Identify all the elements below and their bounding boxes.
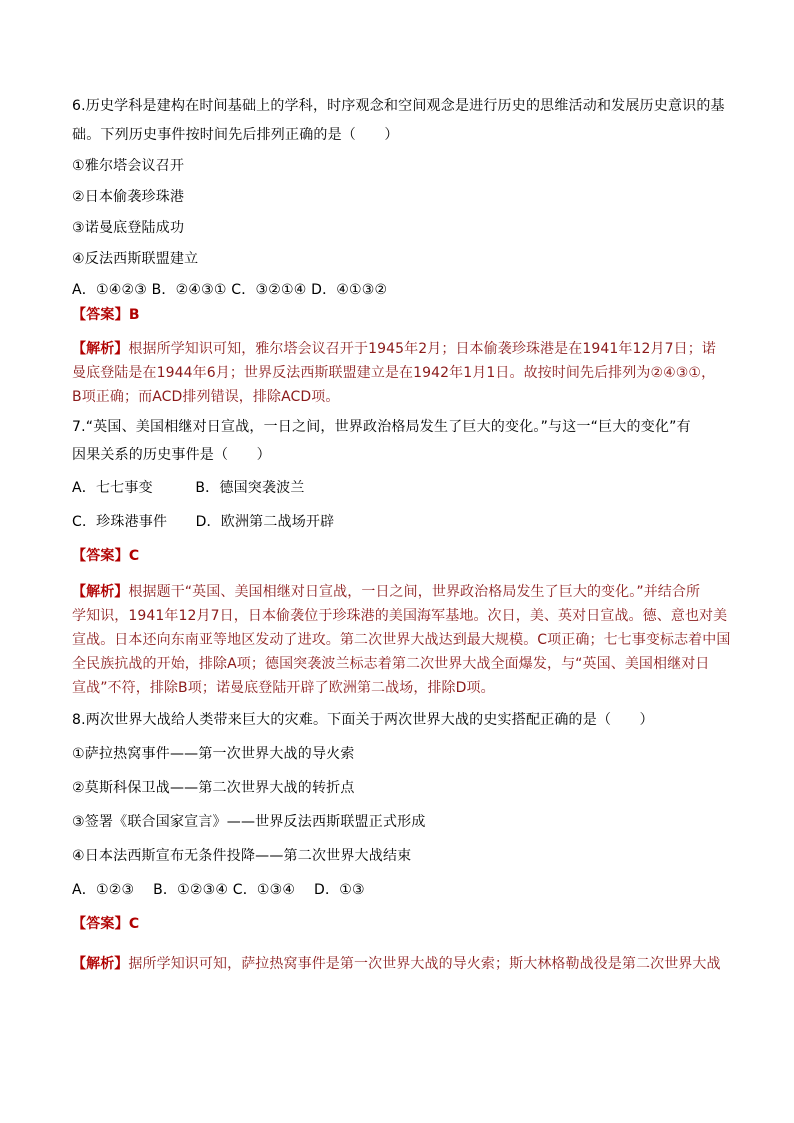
analysis-text: 根据所学知识可知，雅尔塔会议召开于1945年2月；日本偷袭珍珠港是在1941年12月7日；诺 [128, 341, 716, 357]
q7-stem-line2: 因果关系的历史事件是（ ） [72, 447, 271, 463]
q7-analysis-line1 [72, 580, 724, 604]
answer-value: B [128, 307, 140, 323]
q6-answer [72, 305, 724, 325]
q7-analysis-line5: 宣战”不符，排除B项；诺曼底登陆开辟了欧洲第二战场，排除D项。 [72, 680, 495, 696]
q8-answer [72, 914, 724, 934]
q6-item-1: ①雅尔塔会议召开 [72, 158, 185, 174]
q8-item-3: ③签署《联合国家宣言》——世界反法西斯联盟正式形成 [72, 814, 426, 830]
q6-stem-line1: 6.历史学科是建构在时间基础上的学科，时序观念和空间观念是进行历史的思维活动和发展历史意识的基 [72, 98, 725, 114]
q6-analysis-line2: 曼底登陆是在1944年6月；世界反法西斯联盟建立是在1942年1月1日。故按时间先后排列为②④③①， [72, 365, 716, 381]
q8-stem-line1: 8.两次世界大战给人类带来巨大的灾难。下面关于两次世界大战的史实搭配正确的是（ ） [72, 712, 654, 728]
q6-item-4: ④反法西斯联盟建立 [72, 251, 199, 267]
q6-analysis [72, 337, 724, 409]
analysis-text: 据所学知识可知，萨拉热窝事件是第一次世界大战的导火索；斯大林格勒战役是第二次世界大战 [128, 956, 721, 972]
q7-analysis-line3: 宣战。日本还向东南亚等地区发动了进攻。第二次世界大战达到最大规模。C项正确；七七事变标志着中国 [72, 632, 731, 648]
q6-options: A．①④②③ B．②④③① C．③②①④ D．④①③② [72, 282, 388, 298]
q7-analysis [72, 580, 731, 700]
answer-label: 【答案】 [72, 307, 129, 323]
q6-stem-line2: 础。下列历史事件按时间先后排列正确的是（ ） [72, 127, 399, 143]
q6-item-2: ②日本偷袭珍珠港 [72, 189, 185, 205]
q7-analysis-line2: 学知识，1941年12月7日，日本偷袭位于珍珠港的美国海军基地。次日，美、英对日宣战。德、意也对美 [72, 608, 728, 624]
q8-item-2: ②莫斯科保卫战——第二次世界大战的转折点 [72, 780, 355, 796]
answer-value: C [128, 548, 140, 564]
analysis-text: 根据题干“英国、美国相继对日宣战，一日之间，世界政治格局发生了巨大的变化。”并结合所 [128, 584, 701, 600]
analysis-label: 【解析】 [72, 341, 129, 357]
q8-analysis [72, 952, 724, 976]
q6-analysis-line1 [72, 337, 724, 361]
q7-analysis-line4: 全民族抗战的开始，排除A项；德国突袭波兰标志着第二次世界大战全面爆发，与“英国、美国相继对日 [72, 656, 710, 672]
analysis-label: 【解析】 [72, 584, 129, 600]
analysis-label: 【解析】 [72, 956, 129, 972]
q7-stem-line1: 7.“英国、美国相继对日宣战，一日之间，世界政治格局发生了巨大的变化。”与这一“巨大的变化”有 [72, 419, 691, 435]
question-7 [72, 417, 731, 700]
question-6 [72, 96, 724, 409]
q8-options: A．①②③ B．①②③④ C．①③④ D．①③ [72, 882, 365, 898]
q6-analysis-line3: B项正确；而ACD排列错误，排除ACD项。 [72, 389, 340, 405]
answer-label: 【答案】 [72, 548, 129, 564]
q6-item-3: ③诺曼底登陆成功 [72, 220, 185, 236]
q7-options-row2: C．珍珠港事件 D．欧洲第二战场开辟 [72, 514, 335, 530]
q7-answer [72, 546, 724, 566]
document-page [72, 96, 731, 976]
question-8 [72, 710, 724, 976]
q8-item-4: ④日本法西斯宣布无条件投降——第二次世界大战结束 [72, 848, 412, 864]
answer-label: 【答案】 [72, 916, 129, 932]
q7-options-row1: A．七七事变 B．德国突袭波兰 [72, 480, 305, 496]
answer-value: C [128, 916, 140, 932]
q8-item-1: ①萨拉热窝事件——第一次世界大战的导火索 [72, 746, 355, 762]
q8-analysis-line1 [72, 952, 724, 976]
